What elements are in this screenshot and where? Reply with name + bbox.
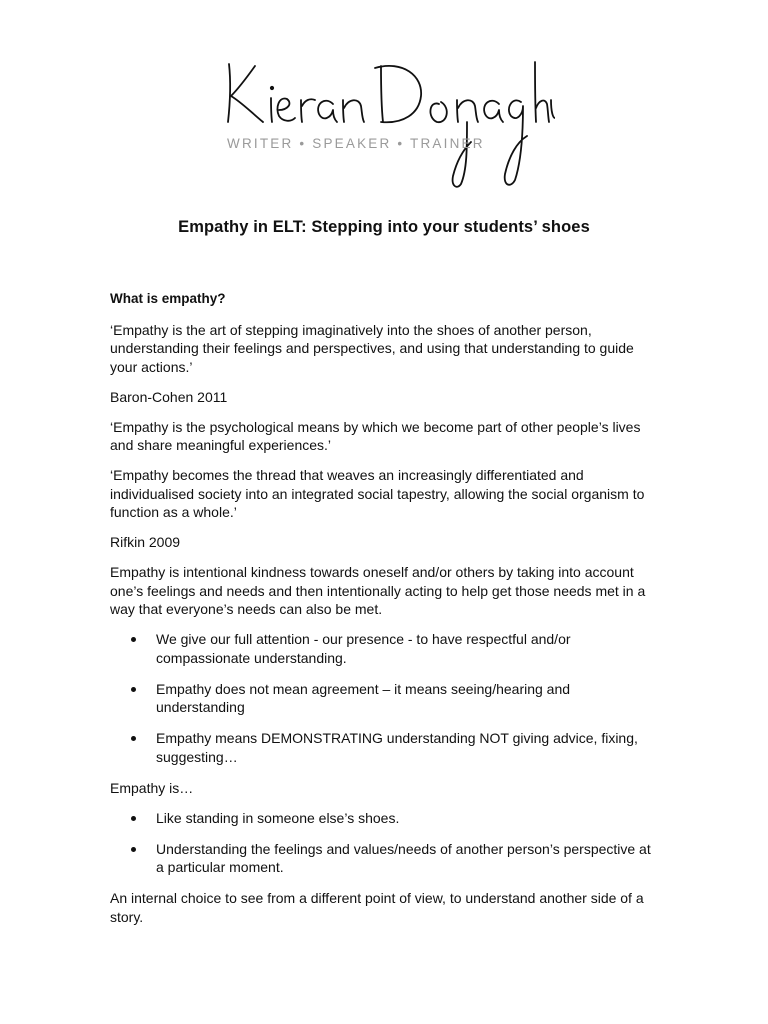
document-body <box>110 290 658 938</box>
quote-baron-cohen: ‘Empathy is the art of stepping imaginatively into the shoes of another person, understanding their feelings and perspectives, and using that understanding to guide your actions.’ <box>110 321 634 375</box>
list-item <box>110 680 658 717</box>
bullet-icon <box>131 687 136 692</box>
kieran-donaghy-logo <box>215 52 555 194</box>
citation-baron-cohen: Baron-Cohen 2011 <box>110 388 228 405</box>
list-item-text: We give our full attention - our presence - to have respectful and/or compassionate understanding. <box>156 631 571 666</box>
quote-rifkin-2: ‘Empathy becomes the thread that weaves an increasingly differentiated and individualised society into an integrated social tapestry, allowing the social organism to function as a whole.’ <box>110 467 645 520</box>
list-item <box>110 840 658 877</box>
bullet-icon <box>131 637 136 642</box>
bullet-icon <box>131 847 136 852</box>
logo-signature <box>215 52 555 194</box>
document-title: Empathy in ELT: Stepping into your students’ shoes <box>178 218 590 236</box>
section-heading: What is empathy? <box>110 291 226 306</box>
bullet-list-1 <box>110 630 658 766</box>
empathy-is-intro: Empathy is… <box>110 779 194 796</box>
list-item-text: Understanding the feelings and values/needs of another person’s perspective at a particular moment. <box>156 840 651 875</box>
quote-rifkin-1: ‘Empathy is the psychological means by which we become part of other people’s lives and share meaningful experiences.’ <box>110 418 641 453</box>
list-item-text: Like standing in someone else’s shoes. <box>156 809 400 826</box>
definition-paragraph: Empathy is intentional kindness towards oneself and/or others by taking into account one’s feelings and needs and then intentionally acting to help get those needs met in a way that everyone’s needs can also be met. <box>110 564 646 617</box>
list-item <box>110 630 658 667</box>
bullet-icon <box>131 736 136 741</box>
list-item <box>110 809 658 828</box>
closing-paragraph: An internal choice to see from a different point of view, to understand another side of a story. <box>110 890 644 925</box>
list-item-text: Empathy does not mean agreement – it means seeing/hearing and understanding <box>156 680 571 715</box>
bullet-icon <box>131 816 136 821</box>
list-item-text: Empathy means DEMONSTRATING understanding NOT giving advice, fixing, suggesting… <box>156 730 638 765</box>
logo-tagline-art: WRITER • SPEAKER • TRAINER <box>227 136 485 151</box>
citation-rifkin: Rifkin 2009 <box>110 534 181 550</box>
list-item <box>110 729 658 766</box>
bullet-list-2 <box>110 809 658 877</box>
